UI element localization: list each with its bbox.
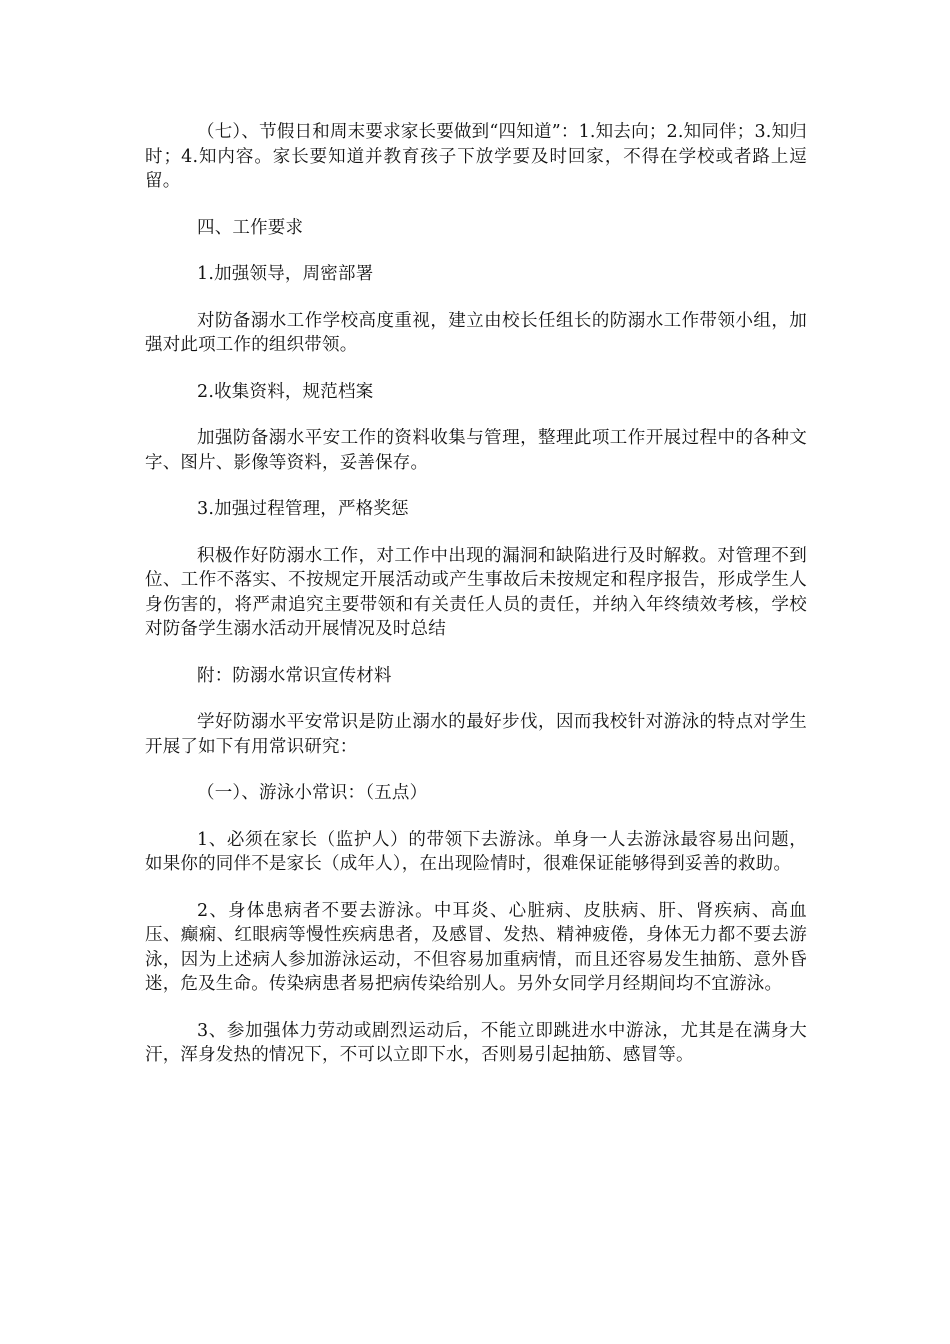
heading-appendix: 附：防溺水常识宣传材料: [197, 665, 392, 686]
paragraph-leadership: 对防备溺水工作学校高度重视，建立由校长任组长的防溺水工作带领小组，加强对此项工作的组织带领。: [145, 310, 807, 355]
subheading-process-management: 3.加强过程管理，严格奖惩: [197, 499, 409, 519]
list-item-tip-2: 2、身体患病者不要去游泳。中耳炎、心脏病、皮肤病、肝、肾疾病、高血压、癫痫、红眼病等慢性疾病患者，及感冒、发热、精神疲倦，身体无力都不要去游泳，因为上述病人参加游泳运动，不但容易加重病情，而且还容易发生抽筋、意外昏迷，危及生命。传染病患者易把病传染给别人。另外女同学月经期间均不宜游泳。: [145, 900, 807, 994]
paragraph-holiday-four-knows: （七）、节假日和周末要求家长要做到“四知道”：1.知去向；2.知同伴；3.知归时；4.知内容。家长要知道并教育孩子下放学要及时回家，不得在学校或者路上逗留。: [145, 122, 807, 191]
document-body: [145, 120, 807, 1090]
list-item-tip-1: 1、必须在家长（监护人）的带领下去游泳。单身一人去游泳最容易出问题，如果你的同伴不是家长（成年人），在出现险情时，很难保证能够得到妥善的救助。: [145, 829, 807, 874]
paragraph-archives: 加强防备溺水平安工作的资料收集与管理，整理此项工作开展过程中的各种文字、图片、影像等资料，妥善保存。: [145, 428, 807, 473]
heading-work-requirements: 四、工作要求: [197, 217, 304, 238]
subheading-archives: 2.收集资料，规范档案: [197, 381, 374, 402]
paragraph-appendix-intro: 学好防溺水平安常识是防止溺水的最好步伐，因而我校针对游泳的特点对学生开展了如下有用常识研究：: [145, 712, 807, 757]
paragraph-process-management: 积极作好防溺水工作，对工作中出现的漏洞和缺陷进行及时解救。对管理不到位、工作不落实、不按规定开展活动或产生事故后未按规定和程序报告，形成学生人身伤害的，将严肃追究主要带领和有关责任人员的责任，并纳入年终绩效考核，学校对防备学生溺水活动开展情况及时总结: [145, 545, 807, 639]
subheading-leadership: 1.加强领导，周密部署: [197, 264, 374, 284]
list-item-tip-3: 3、参加强体力劳动或剧烈运动后，不能立即跳进水中游泳，尤其是在满身大汗，浑身发热的情况下，不可以立即下水，否则易引起抽筋、感冒等。: [145, 1020, 807, 1065]
subheading-swimming-tips: （一）、游泳小常识：（五点）: [197, 783, 428, 803]
